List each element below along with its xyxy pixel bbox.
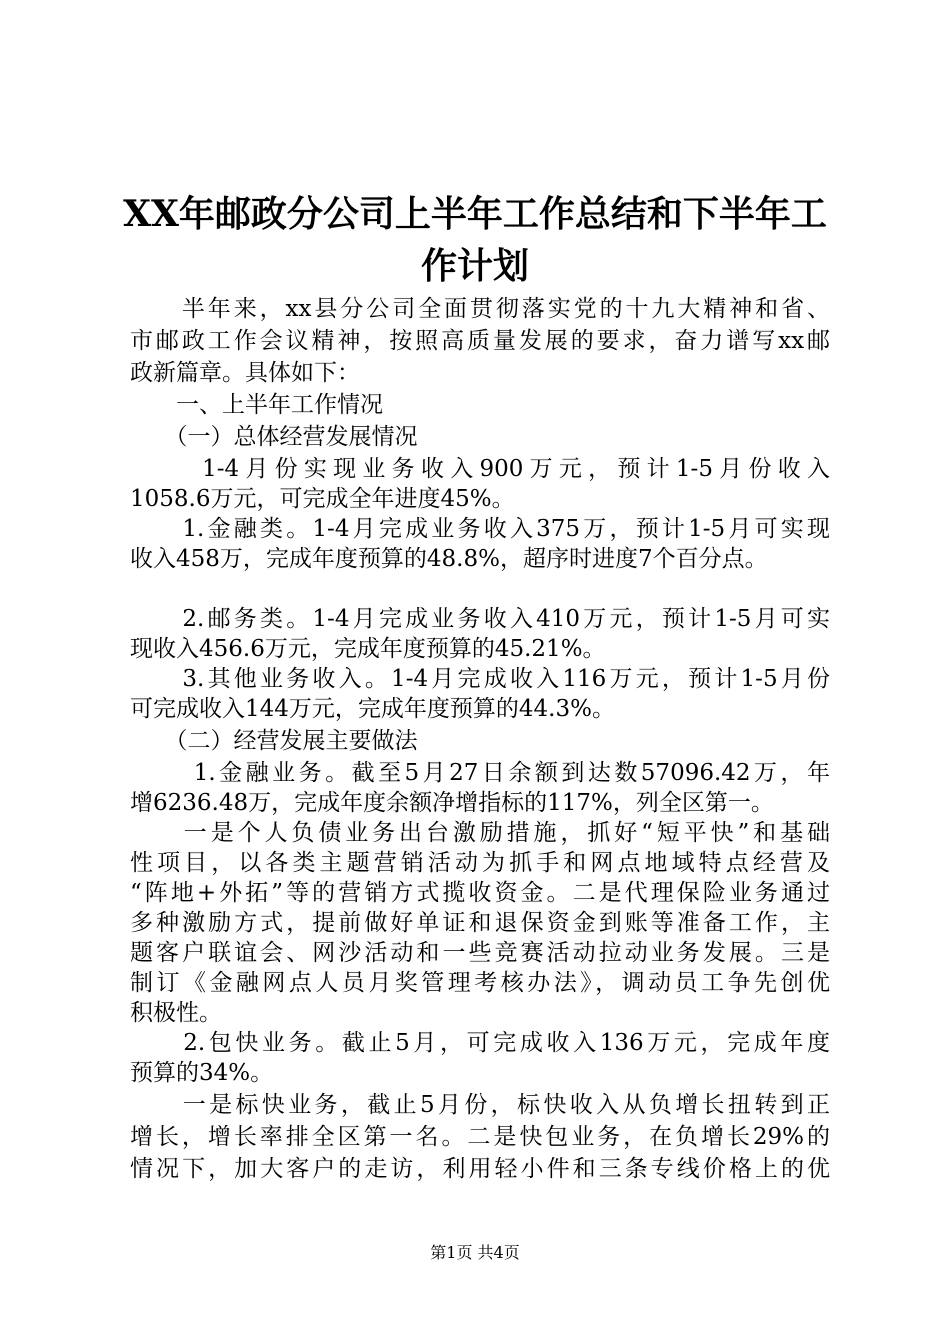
body-line: 市邮政工作会议精神，按照高质量发展的要求，奋力谱写xx邮 — [130, 328, 830, 354]
body-line: 积极性。 — [130, 1000, 222, 1026]
section-heading: 一、上半年工作情况 — [130, 392, 383, 418]
body-line: 一是标快业务，截止5月份，标快收入从负增长扭转到正 — [130, 1092, 830, 1118]
body-line: 3.其他业务收入。1-4月完成收入116万元，预计1-5月份 — [130, 666, 830, 692]
body-line: 1.金融业务。截至5月27日余额到达数57096.42万，年 — [130, 760, 830, 786]
body-line: 性项目，以各类主题营销活动为抓手和网点地域特点经营及 — [130, 850, 830, 876]
body-line: 增长，增长率排全区第一名。二是快包业务，在负增长29%的 — [130, 1124, 830, 1150]
body-line: 半年来，xx县分公司全面贯彻落实党的十九大精神和省、 — [130, 296, 830, 322]
body-line: 一是个人负债业务出台激励措施，抓好“短平快”和基础 — [130, 820, 830, 846]
body-line: 1-4月份实现业务收入900万元，预计1-5月份收入 — [130, 456, 830, 482]
body-line: 政新篇章。具体如下： — [130, 360, 360, 386]
page-footer: 第1页 共4页 — [430, 1243, 520, 1262]
body-line: 题客户联谊会、网沙活动和一些竞赛活动拉动业务发展。三是 — [130, 940, 830, 966]
body-line: 预算的34%。 — [130, 1060, 274, 1086]
body-line: 制订《金融网点人员月奖管理考核办法》，调动员工争先创优 — [130, 970, 830, 996]
body-line: “阵地+外拓”等的营销方式揽收资金。二是代理保险业务通过 — [130, 880, 830, 906]
subsection-heading: （二）经营发展主要做法 — [130, 728, 418, 754]
body-line: 现收入456.6万元，完成年度预算的45.21%。 — [130, 636, 606, 662]
body-line: 2.邮务类。1-4月完成业务收入410万元，预计1-5月可实 — [130, 606, 830, 632]
document-title-line-1: XX年邮政分公司上半年工作总结和下半年工 — [123, 193, 827, 235]
body-line: 1.金融类。1-4月完成业务收入375万，预计1-5月可实现 — [130, 516, 830, 542]
body-line: 可完成收入144万元，完成年度预算的44.3%。 — [130, 696, 615, 722]
subsection-heading: （一）总体经营发展情况 — [130, 424, 418, 450]
document-title-line-2: 作计划 — [420, 245, 529, 287]
body-line: 收入458万，完成年度预算的48.8%，超序时进度7个百分点。 — [130, 546, 768, 572]
body-line: 多种激励方式，提前做好单证和退保资金到账等准备工作，主 — [130, 910, 830, 936]
body-line: 2.包快业务。截止5月，可完成收入136万元，完成年度 — [130, 1030, 830, 1056]
body-line: 情况下，加大客户的走访，利用轻小件和三条专线价格上的优 — [130, 1156, 830, 1182]
body-line: 增6236.48万，完成年度余额净增指标的117%，列全区第一。 — [130, 790, 774, 816]
body-line: 1058.6万元，可完成全年进度45%。 — [130, 486, 515, 512]
